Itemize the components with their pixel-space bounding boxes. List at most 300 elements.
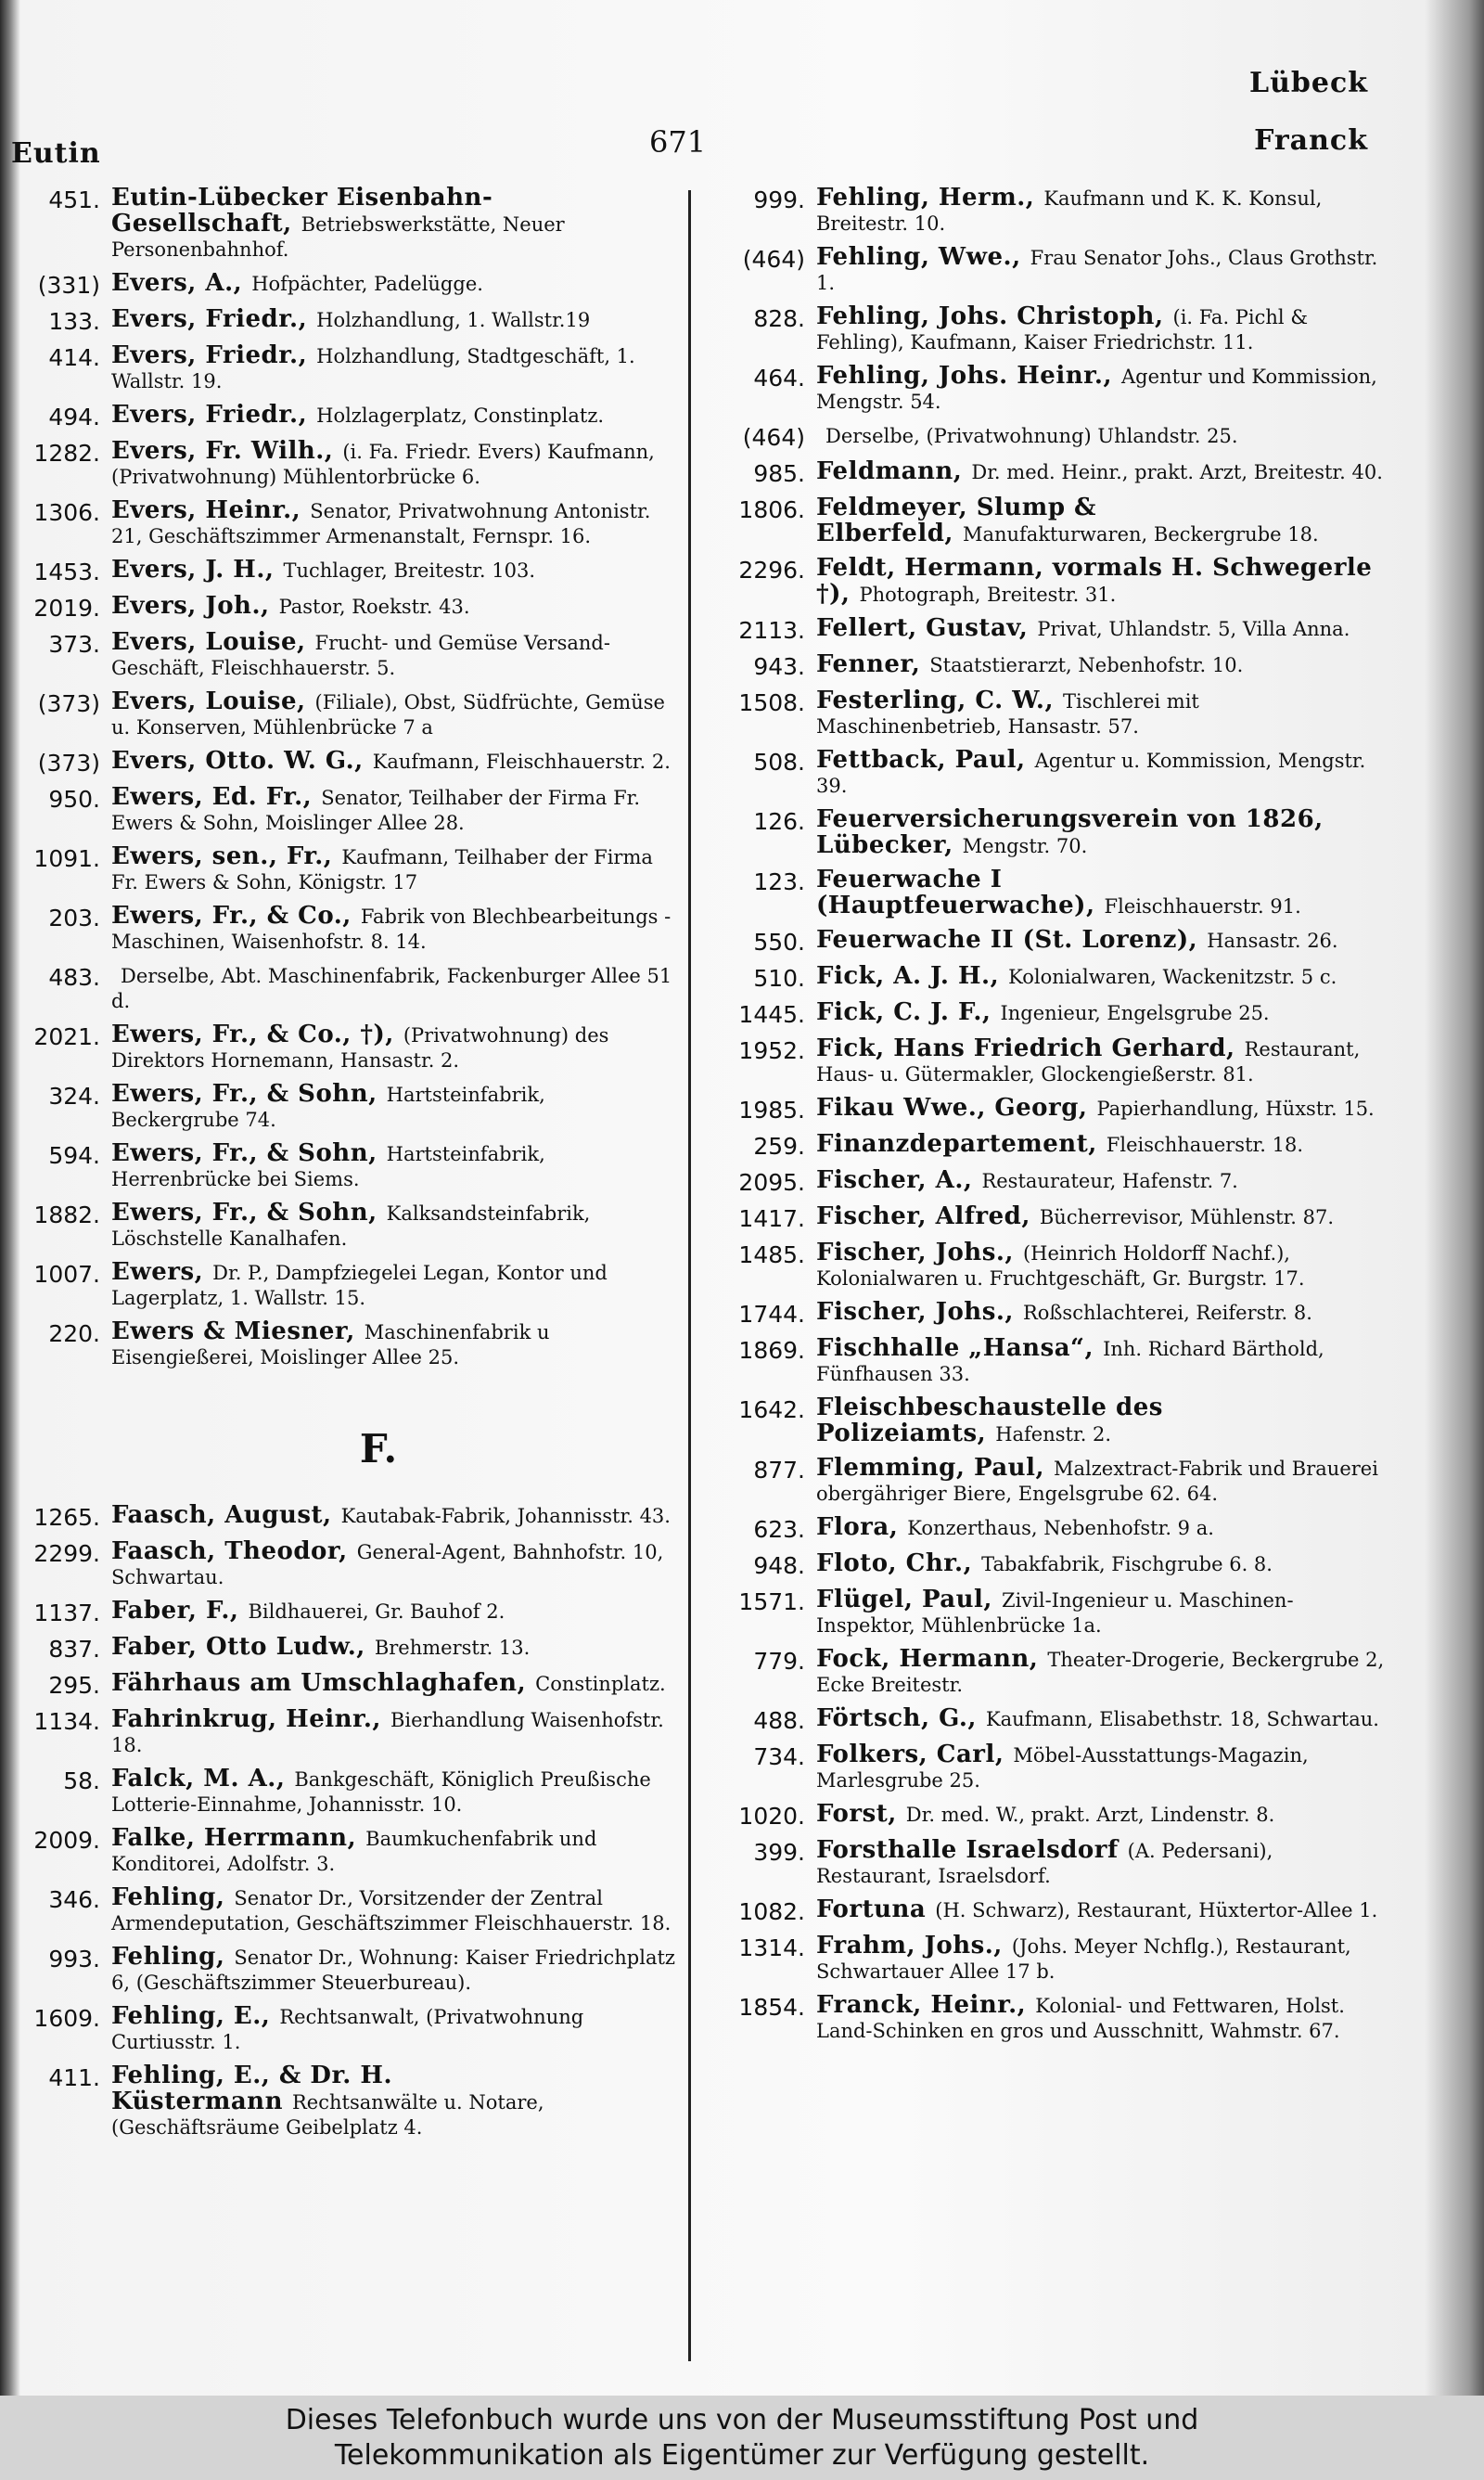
entry-phone-number: 58. xyxy=(63,1767,100,1794)
entry-detail: Möbel-Ausstattungs-Magazin, Marlesgrube 25. xyxy=(816,1744,1309,1792)
entry-phone-number: 508. xyxy=(753,749,805,776)
directory-entry xyxy=(712,1934,1389,1985)
entry-name: Fick, Hans Friedrich Gerhard, xyxy=(816,1034,1235,1062)
directory-entry xyxy=(7,1503,675,1531)
entry-detail: Papierhandlung, Hüxstr. 15. xyxy=(1096,1098,1375,1120)
entry-name: Feuerversicherungsverein von 1826, Lübecker, xyxy=(816,805,1324,859)
entry-detail: Tuchlager, Breitestr. 103. xyxy=(283,559,536,582)
entry-name: Evers, Heinr., xyxy=(111,496,301,524)
entry-phone-number: 1091. xyxy=(33,845,100,872)
directory-entry xyxy=(7,1319,675,1370)
entry-detail: Roßschlachterei, Reiferstr. 8. xyxy=(1022,1302,1312,1324)
entry-detail: Pastor, Roekstr. 43. xyxy=(278,596,470,618)
entry-detail: Frau Senator Johs., Claus Grothstr. 1. xyxy=(816,247,1378,294)
entry-phone-number: 877. xyxy=(753,1457,805,1484)
entry-name: Finanzdepartement, xyxy=(816,1130,1097,1158)
directory-entry xyxy=(712,867,1389,919)
entry-phone-number: (464) xyxy=(742,424,805,451)
directory-entry xyxy=(712,928,1389,956)
entry-detail: Rechtsanwalt, (Privatwohnung Curtiusstr. 1. xyxy=(111,2006,584,2053)
entry-name: Forst, xyxy=(816,1800,897,1828)
entry-detail: Konzerthaus, Nebenhofstr. 9 a. xyxy=(907,1517,1214,1539)
directory-entry xyxy=(712,1300,1389,1328)
entry-name: Fortuna xyxy=(816,1895,927,1923)
directory-entry xyxy=(712,304,1389,355)
entry-phone-number: 1082. xyxy=(738,1898,805,1925)
directory-entry xyxy=(712,186,1389,237)
directory-entry xyxy=(712,1096,1389,1124)
entry-phone-number: 993. xyxy=(48,1946,100,1972)
directory-entry xyxy=(7,439,675,490)
entry-detail: Mengstr. 70. xyxy=(962,835,1088,857)
entry-name: Forsthalle Israelsdorf xyxy=(816,1836,1119,1864)
directory-entry xyxy=(712,688,1389,739)
footer-line-2: Telekommunikation als Eigentümer zur Verfügung gestellt. xyxy=(334,2439,1150,2472)
entry-name: Fehling, E., xyxy=(111,2002,271,2030)
directory-entry xyxy=(7,1260,675,1311)
directory-entry xyxy=(7,1141,675,1192)
entry-phone-number: 324. xyxy=(48,1083,100,1110)
entry-name: Förtsch, G., xyxy=(816,1704,977,1732)
entry-phone-number: 1306. xyxy=(33,499,100,526)
entry-name: Fehling, Wwe., xyxy=(816,243,1021,271)
entry-phone-number: 550. xyxy=(753,929,805,956)
directory-entry xyxy=(7,1599,675,1626)
entry-detail: Frucht- und Gemüse Versand-Geschäft, Fleischhauerstr. 5. xyxy=(111,632,610,679)
entry-detail: Senator, Privatwohnung Antonistr. 21, Geschäftszimmer Armenanstalt, Fernspr. 16. xyxy=(111,500,651,547)
entry-phone-number: 464. xyxy=(753,365,805,392)
entry-detail: (Heinrich Holdorff Nachf.), Kolonialwaren u. Fruchtgeschäft, Gr. Burgstr. 17. xyxy=(816,1242,1305,1290)
entry-detail: Hofpächter, Padelügge. xyxy=(251,273,483,295)
directory-entry xyxy=(712,1647,1389,1698)
entry-name: Fettback, Paul, xyxy=(816,746,1026,774)
directory-entry xyxy=(7,271,675,299)
directory-entry xyxy=(712,245,1389,296)
entry-detail: (A. Pedersani), Restaurant, Israelsdorf. xyxy=(816,1840,1273,1887)
directory-entry xyxy=(712,1395,1389,1447)
entry-name: Faasch, Theodor, xyxy=(111,1537,348,1565)
entry-phone-number: 494. xyxy=(48,404,100,430)
left-entries-e xyxy=(7,186,675,1370)
directory-entry xyxy=(7,498,675,549)
entry-phone-number: 346. xyxy=(48,1886,100,1913)
directory-entry xyxy=(7,403,675,430)
directory-entry xyxy=(7,2004,675,2055)
entry-detail: Fleischhauerstr. 91. xyxy=(1104,895,1301,918)
entry-detail: Tischlerei mit Maschinenbetrieb, Hansastr. 57. xyxy=(816,690,1199,738)
directory-entry xyxy=(7,785,675,836)
entry-phone-number: 1417. xyxy=(738,1205,805,1232)
directory-entry xyxy=(7,1022,675,1073)
entry-name: Fährhaus am Umschlaghafen, xyxy=(111,1669,527,1697)
entry-name: Evers, Fr. Wilh., xyxy=(111,437,334,465)
footer-line-1: Dieses Telefonbuch wurde uns von der Museumsstiftung Post und xyxy=(285,2404,1199,2436)
directory-entry xyxy=(712,652,1389,680)
entry-name: Evers, Friedr., xyxy=(111,341,308,369)
entry-name: Ewers, Fr., & Co., xyxy=(111,902,352,930)
directory-entry xyxy=(712,364,1389,415)
entry-phone-number: 1445. xyxy=(738,1001,805,1028)
directory-entry xyxy=(712,748,1389,799)
entry-name: Fick, A. J. H., xyxy=(816,962,1000,990)
directory-entry xyxy=(7,1201,675,1252)
entry-name: Ewers, sen., Fr., xyxy=(111,842,333,870)
entry-detail: Fleischhauerstr. 18. xyxy=(1106,1134,1304,1156)
entry-detail: Senator Dr., Vorsitzender der Zentral Armendeputation, Geschäftszimmer Fleischhauerstr. 18. xyxy=(111,1887,672,1934)
entry-phone-number: 1744. xyxy=(738,1301,805,1328)
entry-name: Feldmeyer, Slump & Elberfeld, xyxy=(816,494,1097,547)
entry-name: Franck, Heinr., xyxy=(816,1991,1027,2019)
directory-entry xyxy=(712,1897,1389,1925)
directory-entry xyxy=(7,343,675,394)
directory-entry xyxy=(7,1635,675,1663)
entry-name: Feuerwache I (Hauptfeuerwache), xyxy=(816,866,1095,919)
entry-detail: Kolonialwaren, Wackenitzstr. 5 c. xyxy=(1008,966,1337,988)
directory-entry xyxy=(712,1706,1389,1734)
entry-detail: Dr. med. W., prakt. Arzt, Lindenstr. 8. xyxy=(905,1804,1275,1826)
entry-detail: Maschinenfabrik u Eisengießerei, Moislinger Allee 25. xyxy=(111,1321,550,1368)
entry-phone-number: 510. xyxy=(753,965,805,992)
directory-entry xyxy=(7,749,675,777)
entry-detail: Baumkuchenfabrik und Konditorei, Adolfstr. 3. xyxy=(111,1828,597,1875)
entry-phone-number: 1806. xyxy=(738,496,805,523)
directory-entry xyxy=(7,1082,675,1133)
directory-entry xyxy=(7,1826,675,1877)
entry-phone-number: 126. xyxy=(753,808,805,835)
entry-name: Falke, Herrmann, xyxy=(111,1824,357,1852)
entry-name: Fock, Hermann, xyxy=(816,1645,1039,1673)
entry-phone-number: 1453. xyxy=(33,559,100,585)
directory-entry xyxy=(712,1204,1389,1232)
entry-detail: General-Agent, Bahnhofstr. 10, Schwartau. xyxy=(111,1541,664,1588)
entry-phone-number: 2021. xyxy=(33,1023,100,1050)
directory-entry xyxy=(712,616,1389,644)
entry-phone-number: 133. xyxy=(48,308,100,335)
entry-name: Flügel, Paul, xyxy=(816,1586,992,1613)
entry-detail: (Filiale), Obst, Südfrüchte, Gemüse u. Konserven, Mühlenbrücke 7 a xyxy=(111,691,665,739)
entry-name: Feldmann, xyxy=(816,457,963,485)
entry-phone-number: 1134. xyxy=(33,1708,100,1735)
entry-phone-number: (373) xyxy=(37,750,100,777)
directory-entry xyxy=(712,1336,1389,1387)
entry-detail: Betriebswerkstätte, Neuer Personenbahnhof. xyxy=(111,213,565,261)
entry-detail: (H. Schwarz), Restaurant, Hüxtertor-Allee 1. xyxy=(935,1899,1378,1921)
right-entries xyxy=(712,186,1389,2044)
entry-detail: Staatstierarzt, Nebenhofstr. 10. xyxy=(929,654,1244,676)
entry-phone-number: 1282. xyxy=(33,440,100,467)
directory-entry xyxy=(712,423,1389,451)
entry-name: Frahm, Johs., xyxy=(816,1932,1003,1960)
entry-detail: Theater-Drogerie, Beckergrube 2, Ecke Breitestr. xyxy=(816,1649,1385,1696)
entry-name: Fehling, Johs. Heinr., xyxy=(816,362,1113,390)
entry-detail: Derselbe, (Privatwohnung) Uhlandstr. 25. xyxy=(825,425,1238,447)
entry-phone-number: 488. xyxy=(753,1707,805,1734)
running-head-first-entry: Eutin xyxy=(11,137,101,170)
entry-detail: Restaurant, Haus- u. Gütermakler, Glockengießerstr. 81. xyxy=(816,1038,1361,1086)
entry-phone-number: 483. xyxy=(48,964,100,991)
entry-name: Ewers, Fr., & Sohn, xyxy=(111,1080,377,1108)
entry-phone-number: 399. xyxy=(753,1839,805,1866)
ownership-footer xyxy=(0,2396,1484,2480)
directory-entry xyxy=(712,1000,1389,1028)
section-letter-heading: F. xyxy=(359,1426,398,1471)
entry-name: Festerling, C. W., xyxy=(816,687,1054,714)
left-entries-f xyxy=(7,1503,675,2140)
entry-phone-number: 2296. xyxy=(738,557,805,584)
entry-detail: Rechtsanwälte u. Notare,(Geschäftsräume Geibelplatz 4. xyxy=(111,2091,544,2139)
entry-name: Feldt, Hermann, vormals H. Schwegerle †), xyxy=(816,554,1373,608)
entry-name: Fischer, Johs., xyxy=(816,1298,1014,1326)
entry-name: Feuerwache II (St. Lorenz), xyxy=(816,926,1198,954)
entry-name: Ewers, Ed. Fr., xyxy=(111,783,313,811)
entry-name: Fellert, Gustav, xyxy=(816,614,1029,642)
page-number: 671 xyxy=(649,124,707,160)
entry-detail: (Johs. Meyer Nchflg.), Restaurant, Schwartauer Allee 17 b. xyxy=(816,1935,1351,1983)
entry-name: Folkers, Carl, xyxy=(816,1741,1004,1768)
directory-entry xyxy=(7,307,675,335)
entry-name: Faasch, August, xyxy=(111,1501,332,1529)
entry-phone-number: 943. xyxy=(753,653,805,680)
directory-entry xyxy=(7,1539,675,1590)
directory-entry xyxy=(712,1168,1389,1196)
entry-phone-number: 123. xyxy=(753,868,805,895)
entry-name: Fischhalle „Hansa“, xyxy=(816,1334,1094,1362)
entry-name: Fahrinkrug, Heinr., xyxy=(111,1705,381,1733)
entry-detail: Zivil-Ingenieur u. Maschinen-Inspektor, Mühlenbrücke 1a. xyxy=(816,1589,1294,1637)
directory-entry xyxy=(7,1707,675,1758)
entry-name: Fehling, Johs. Christoph, xyxy=(816,302,1164,330)
entry-phone-number: 1985. xyxy=(738,1097,805,1124)
entry-name: Falck, M. A., xyxy=(111,1765,286,1793)
entry-phone-number: 414. xyxy=(48,344,100,371)
entry-detail: Dr. P., Dampfziegelei Legan, Kontor und Lagerplatz, 1. Wallstr. 15. xyxy=(111,1262,608,1309)
entry-detail: (i. Fa. Friedr. Evers) Kaufmann, (Privatwohnung) Mühlentorbrücke 6. xyxy=(111,441,655,488)
entry-phone-number: 948. xyxy=(753,1552,805,1579)
entry-phone-number: 985. xyxy=(753,460,805,487)
directory-entry xyxy=(7,2063,675,2140)
column-divider xyxy=(688,190,691,2361)
entry-phone-number: 373. xyxy=(48,631,100,658)
entry-name: Ewers, Fr., & Co., †), xyxy=(111,1021,394,1048)
directory-entry xyxy=(712,1456,1389,1507)
entry-phone-number: 1869. xyxy=(738,1337,805,1364)
entry-name: Evers, Joh., xyxy=(111,592,270,620)
entry-phone-number: 1952. xyxy=(738,1037,805,1064)
entry-detail: Kalksandsteinfabrik, Löschstelle Kanalhafen. xyxy=(111,1202,591,1250)
entry-detail: Ingenieur, Engelsgrube 25. xyxy=(1000,1002,1270,1024)
directory-entry xyxy=(7,594,675,622)
entry-phone-number: 2009. xyxy=(33,1827,100,1854)
entry-name: Fehling, xyxy=(111,1883,225,1911)
directory-entry xyxy=(712,1993,1389,2044)
entry-phone-number: 734. xyxy=(753,1743,805,1770)
entry-phone-number: 828. xyxy=(753,305,805,332)
directory-entry xyxy=(7,1671,675,1699)
entry-phone-number: 2299. xyxy=(33,1540,100,1567)
directory-entry xyxy=(712,1240,1389,1291)
directory-entry xyxy=(7,689,675,740)
entry-name: Evers, Friedr., xyxy=(111,305,308,333)
entry-phone-number: 779. xyxy=(753,1648,805,1675)
entry-detail: Kolonial- und Fettwaren, Holst. Land-Schinken en gros und Ausschnitt, Wahmstr. 67. xyxy=(816,1995,1345,2042)
entry-name: Fehling, Herm., xyxy=(816,184,1035,212)
entry-phone-number: 2095. xyxy=(738,1169,805,1196)
entry-phone-number: 837. xyxy=(48,1636,100,1663)
entry-name: Fehling, xyxy=(111,1943,225,1971)
directory-entry xyxy=(712,807,1389,859)
entry-phone-number: 411. xyxy=(48,2064,100,2091)
entry-detail: Kautabak-Fabrik, Johannisstr. 43. xyxy=(340,1505,671,1527)
entry-detail: Brehmerstr. 13. xyxy=(374,1637,531,1659)
entry-detail: Holzhandlung, 1. Wallstr.19 xyxy=(316,309,591,331)
entry-phone-number: 1007. xyxy=(33,1261,100,1288)
entry-phone-number: (373) xyxy=(37,690,100,717)
entry-detail: Kaufmann, Teilhaber der Firma Fr. Ewers & Sohn, Königstr. 17 xyxy=(111,846,653,893)
right-column xyxy=(712,186,1389,2052)
entry-detail: (Privatwohnung) des Direktors Hornemann, Hansastr. 2. xyxy=(111,1024,609,1072)
entry-phone-number: (331) xyxy=(37,272,100,299)
left-column xyxy=(7,186,675,2149)
entry-name: Floto, Chr., xyxy=(816,1549,973,1577)
directory-entry xyxy=(712,1132,1389,1160)
directory-entry xyxy=(7,904,675,955)
directory-entry xyxy=(7,1945,675,1996)
directory-entry xyxy=(712,1036,1389,1087)
entry-phone-number: 2019. xyxy=(33,595,100,622)
directory-entry xyxy=(712,1515,1389,1543)
entry-phone-number: 295. xyxy=(48,1672,100,1699)
directory-entry xyxy=(712,1742,1389,1793)
entry-name: Fenner, xyxy=(816,650,921,678)
entry-phone-number: 1137. xyxy=(33,1600,100,1626)
entry-name: Evers, Louise, xyxy=(111,687,306,715)
entry-phone-number: 1642. xyxy=(738,1396,805,1423)
entry-name: Evers, Otto. W. G., xyxy=(111,747,364,775)
directory-entry xyxy=(712,1802,1389,1830)
entry-phone-number: 594. xyxy=(48,1142,100,1169)
entry-phone-number: 220. xyxy=(48,1320,100,1347)
entry-name: Evers, Friedr., xyxy=(111,401,308,429)
entry-detail: Dr. med. Heinr., prakt. Arzt, Breitestr. 40. xyxy=(971,461,1383,483)
entry-detail: Privat, Uhlandstr. 5, Villa Anna. xyxy=(1037,618,1350,640)
entry-phone-number: 1609. xyxy=(33,2005,100,2032)
entry-detail: Inh. Richard Bärthold, Fünfhausen 33. xyxy=(816,1338,1324,1385)
entry-name: Faber, F., xyxy=(111,1597,239,1625)
entry-detail: Tabakfabrik, Fischgrube 6. 8. xyxy=(981,1553,1273,1575)
entry-phone-number: 999. xyxy=(753,186,805,213)
directory-entry xyxy=(7,1767,675,1818)
directory-entry xyxy=(7,186,675,263)
entry-name: Fick, C. J. F., xyxy=(816,998,991,1026)
entry-name: Ewers, Fr., & Sohn, xyxy=(111,1139,377,1167)
entry-name: Fehling, E., & Dr. H. Küstermann xyxy=(111,2062,392,2115)
entry-detail: Agentur und Kommission, Mengstr. 54. xyxy=(816,366,1377,413)
directory-entry xyxy=(712,1838,1389,1889)
entry-name: Ewers & Miesner, xyxy=(111,1317,355,1345)
entry-phone-number: 1882. xyxy=(33,1201,100,1228)
directory-entry xyxy=(7,630,675,681)
entry-phone-number: 2113. xyxy=(738,617,805,644)
running-head-city: Lübeck xyxy=(1248,67,1368,99)
entry-name: Faber, Otto Ludw., xyxy=(111,1633,365,1661)
directory-entry xyxy=(712,1551,1389,1579)
entry-detail: Restaurateur, Hafenstr. 7. xyxy=(981,1170,1238,1192)
entry-detail: Holzhandlung, Stadtgeschäft, 1. Wallstr. 19. xyxy=(111,345,635,392)
entry-name: Flemming, Paul, xyxy=(816,1454,1044,1482)
entry-name: Evers, Louise, xyxy=(111,628,306,656)
entry-phone-number: 259. xyxy=(753,1133,805,1160)
entry-detail: Photograph, Breitestr. 31. xyxy=(859,584,1117,606)
entry-name: Evers, J. H., xyxy=(111,556,275,584)
entry-detail: Bankgeschäft, Königlich Preußische Lotterie-Einnahme, Johannisstr. 10. xyxy=(111,1768,651,1816)
entry-phone-number: 1485. xyxy=(738,1241,805,1268)
entry-detail: Hartsteinfabrik, Herrenbrücke bei Siems. xyxy=(111,1143,545,1190)
entry-name: Fischer, A., xyxy=(816,1166,973,1194)
entry-name: Ewers, xyxy=(111,1258,204,1286)
entry-name: Ewers, Fr., & Sohn, xyxy=(111,1199,377,1227)
entry-phone-number: 203. xyxy=(48,905,100,932)
directory-entry xyxy=(7,1885,675,1936)
entry-name: Flora, xyxy=(816,1513,899,1541)
entry-detail: Bierhandlung Waisenhofstr. 18. xyxy=(111,1709,664,1756)
entry-detail: Agentur u. Kommission, Mengstr. 39. xyxy=(816,750,1366,797)
entry-detail: Hansastr. 26. xyxy=(1207,930,1338,952)
entry-name: Fischer, Alfred, xyxy=(816,1202,1030,1230)
entry-detail: Derselbe, Abt. Maschinenfabrik, Fackenburger Allee 51 d. xyxy=(111,965,672,1012)
entry-name: Eutin-Lübecker Eisenbahn-Gesellschaft, xyxy=(111,184,493,238)
entry-detail: (i. Fa. Pichl & Fehling), Kaufmann, Kaiser Friedrichstr. 11. xyxy=(816,306,1309,353)
entry-detail: Hafenstr. 2. xyxy=(995,1423,1112,1446)
entry-phone-number: 451. xyxy=(48,186,100,213)
entry-phone-number: 950. xyxy=(48,786,100,813)
directory-entry xyxy=(7,558,675,585)
directory-entry xyxy=(7,844,675,895)
directory-entry xyxy=(712,964,1389,992)
entry-phone-number: 1265. xyxy=(33,1504,100,1531)
entry-detail: Senator, Teilhaber der Firma Fr. Ewers & Sohn, Moislinger Allee 28. xyxy=(111,787,641,834)
entry-name: Evers, A., xyxy=(111,269,243,297)
entry-detail: Kaufmann, Fleischhauerstr. 2. xyxy=(372,751,671,773)
entry-detail: Bildhauerei, Gr. Bauhof 2. xyxy=(248,1600,505,1623)
entry-detail: Fabrik von Blechbearbeitungs - Maschinen, Waisenhofstr. 8. 14. xyxy=(111,906,672,953)
directory-entry xyxy=(712,556,1389,608)
entry-detail: Constinplatz. xyxy=(535,1673,666,1695)
entry-phone-number: 1571. xyxy=(738,1588,805,1615)
entry-detail: Kaufmann, Elisabethstr. 18, Schwartau. xyxy=(985,1708,1379,1730)
entry-detail: Holzlagerplatz, Constinplatz. xyxy=(316,405,605,427)
entry-name: Fikau Wwe., Georg, xyxy=(816,1094,1088,1122)
directory-entry xyxy=(712,459,1389,487)
entry-detail: Kaufmann und K. K. Konsul, Breitestr. 10. xyxy=(816,187,1323,235)
entry-detail: Bücherrevisor, Mühlenstr. 87. xyxy=(1039,1206,1335,1228)
directory-entry xyxy=(712,1587,1389,1638)
entry-phone-number: (464) xyxy=(742,246,805,273)
entry-phone-number: 623. xyxy=(753,1516,805,1543)
entry-phone-number: 1508. xyxy=(738,689,805,716)
entry-detail: Hartsteinfabrik, Beckergrube 74. xyxy=(111,1084,545,1131)
entry-phone-number: 1314. xyxy=(738,1934,805,1961)
directory-entry xyxy=(712,495,1389,547)
directory-entry xyxy=(7,963,675,1014)
entry-detail: Malzextract-Fabrik und Brauerei obergähriger Biere, Engelsgrube 62. 64. xyxy=(816,1458,1378,1505)
entry-name: Fischer, Johs., xyxy=(816,1239,1014,1266)
running-head-last-entry: Franck xyxy=(1254,124,1368,157)
entry-name: Fleischbeschaustelle des Polizeiamts, xyxy=(816,1394,1163,1447)
entry-detail: Senator Dr., Wohnung: Kaiser Friedrichplatz 6, (Geschäftszimmer Steuerbureau). xyxy=(111,1947,675,1994)
entry-phone-number: 1854. xyxy=(738,1994,805,2021)
entry-detail: Manufakturwaren, Beckergrube 18. xyxy=(962,523,1319,546)
entry-phone-number: 1020. xyxy=(738,1803,805,1830)
